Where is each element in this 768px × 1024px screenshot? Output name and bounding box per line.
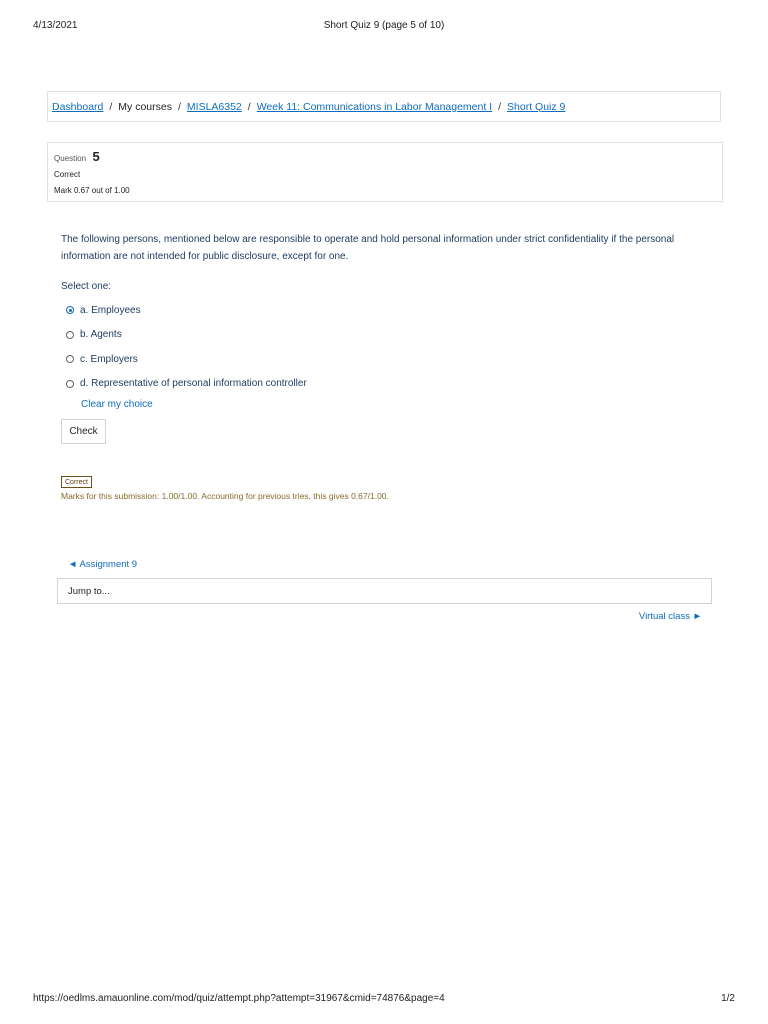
print-title: Short Quiz 9 (page 5 of 10) xyxy=(323,20,445,31)
check-button[interactable]: Check xyxy=(61,419,106,444)
previous-activity-link[interactable] xyxy=(68,559,137,570)
breadcrumb-separator: / xyxy=(109,100,113,113)
arrow-left-icon: ◄ xyxy=(68,559,78,570)
next-activity-link[interactable] xyxy=(639,611,702,622)
radio-unselected-icon[interactable] xyxy=(66,380,74,388)
jump-to-placeholder: Jump to... xyxy=(68,585,110,597)
previous-activity-label: Assignment 9 xyxy=(79,559,138,570)
select-one-prompt: Select one: xyxy=(61,281,112,292)
breadcrumb-quiz[interactable]: Short Quiz 9 xyxy=(507,100,566,113)
answer-list xyxy=(66,298,307,396)
print-header xyxy=(0,20,768,34)
breadcrumb-my-courses: My courses xyxy=(118,100,172,113)
answer-label: d. Representative of personal information controller xyxy=(80,378,307,390)
answer-label: b. Agents xyxy=(80,329,122,341)
breadcrumb-week[interactable]: Week 11: Communications in Labor Management I xyxy=(256,100,493,113)
question-label: Question xyxy=(54,154,87,163)
question-state: Correct xyxy=(54,170,81,179)
next-activity-label: Virtual class xyxy=(638,611,690,622)
print-url: https://oedlms.amauonline.com/mod/quiz/attempt.php?attempt=31967&cmid=74876&page=4 xyxy=(33,993,445,1004)
breadcrumb xyxy=(47,91,721,122)
question-grade: Mark 0.67 out of 1.00 xyxy=(54,186,130,195)
radio-unselected-icon[interactable] xyxy=(66,331,74,339)
breadcrumb-separator: / xyxy=(177,100,181,113)
answer-option-d[interactable] xyxy=(66,372,307,397)
answer-option-a[interactable] xyxy=(66,298,307,323)
breadcrumb-separator: / xyxy=(498,100,502,113)
radio-selected-icon[interactable] xyxy=(66,306,74,314)
breadcrumb-separator: / xyxy=(247,100,251,113)
correct-badge: Correct xyxy=(61,476,92,488)
question-number: 5 xyxy=(92,149,100,164)
answer-option-b[interactable] xyxy=(66,323,307,348)
feedback-text: Marks for this submission: 1.00/1.00. Accounting for previous tries, this gives 0.67/1.00. xyxy=(61,491,389,501)
radio-unselected-icon[interactable] xyxy=(66,355,74,363)
arrow-right-icon: ► xyxy=(692,611,702,622)
question-info-box xyxy=(47,142,723,202)
jump-to-select[interactable] xyxy=(57,578,712,604)
question-text: The following persons, mentioned below are responsible to operate and hold personal information under strict confidentiality if the personal information are not intended for public disclosure, except for one. xyxy=(61,234,675,262)
answer-label: c. Employers xyxy=(80,353,138,365)
answer-label: a. Employees xyxy=(80,304,141,316)
breadcrumb-dashboard[interactable]: Dashboard xyxy=(52,100,104,113)
print-date: 4/13/2021 xyxy=(33,20,78,31)
answer-option-c[interactable] xyxy=(66,347,307,372)
clear-choice-link[interactable]: Clear my choice xyxy=(81,399,153,410)
print-page-number: 1/2 xyxy=(721,993,735,1004)
breadcrumb-course[interactable]: MISLA6352 xyxy=(186,100,242,113)
